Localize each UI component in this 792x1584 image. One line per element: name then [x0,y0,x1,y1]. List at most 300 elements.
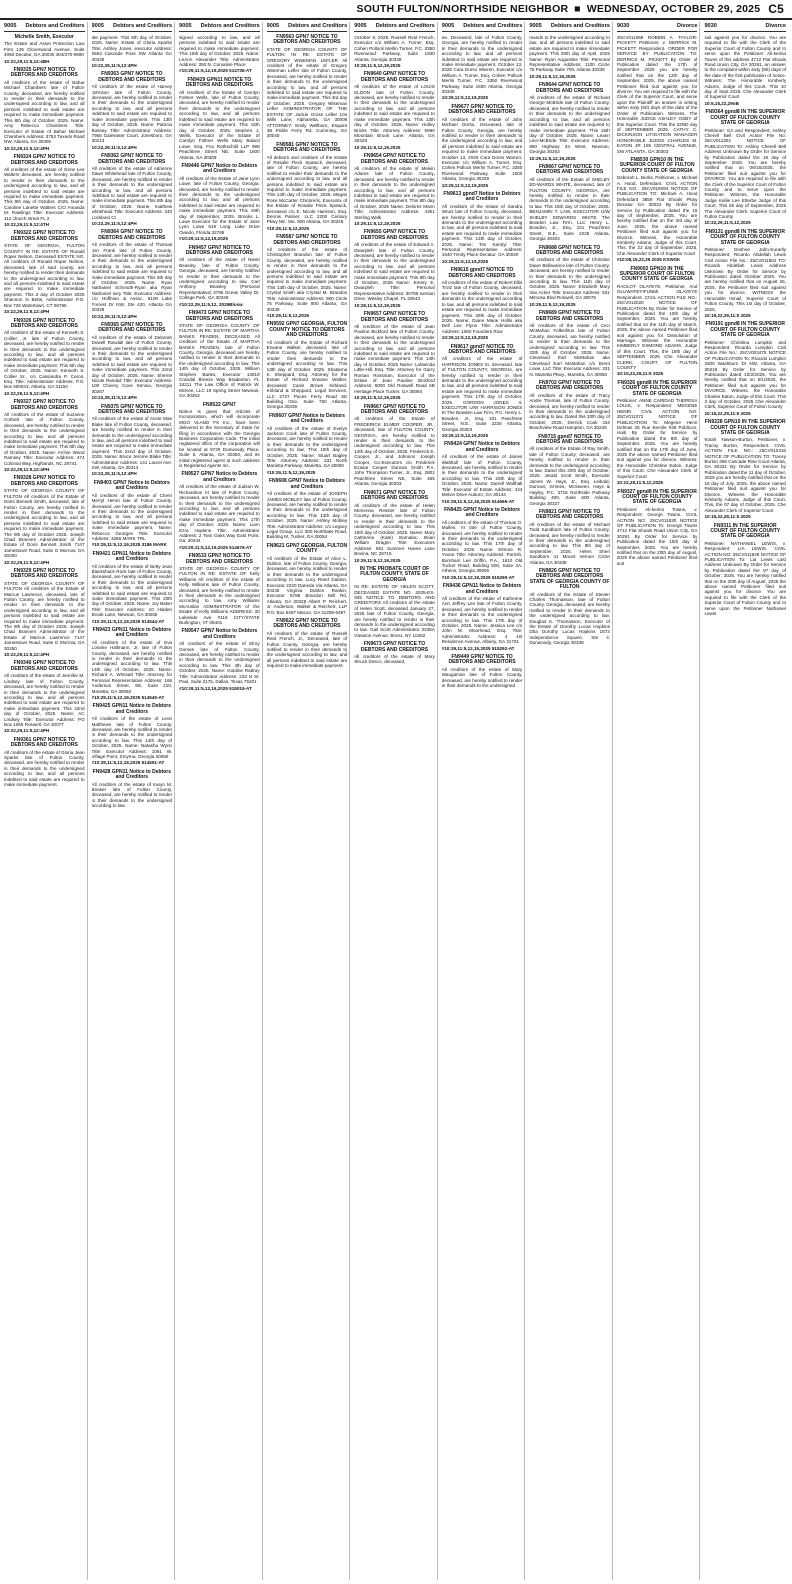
column-heading [704,22,786,32]
notice-body: All creditors of the estate of Evelyn Jackson Cook late of Fulton County, deceased, are hereby notified to render in their demands to the undersigned according to law. This 15th day of October, 2025. Name: Stuart Bagley Title: Attorney Address: 331 North Marietta Parkway, Marietta, GA 30060 [266,425,348,469]
legal-notice [617,35,698,154]
legal-notice [4,68,85,151]
notice-run-dates: #10:29,11:5,12,2025 [266,225,310,231]
legal-notice [354,642,435,665]
notice-run-dates: 10:6,15,22,29nB [704,100,739,106]
notice-run-dates: #10:29,11:5,12,19,2025 3186 MARK [91,542,167,548]
notice-body: All creditors of the estate of Russell Reid French, Jr., Deceased, late of Fulton County, Georgia, are hereby notified to render in their demands to the undersigned according to law, and all persons indebted to said estate are required to make immediate payment. [266,630,348,669]
notice-column [179,22,263,1580]
legal-notice [179,629,260,690]
legal-notice [267,544,348,615]
notice-title: FN9375 GPN7 NOTICE TO DEBTORS AND CREDITORS [98,403,166,415]
notice-body: All creditors of the estate of Robert Ellis Trotz late of Fulton County, deceased, are hereby notified to render in their demands to the undersigned according to law, and all persons indebted to said estate are required to make immediate payment. This 29th day of October, 2025. Name: Diane Marie Hollis aka Dell Lee Flynn Title: Administrator Address: 1060 Founders Row [441,280,523,334]
notice-body: STATE OF GEORGIA COUNTY OF FULTON IN RE: ESTATE OF Kelly Williams All creditors of the estate of Kelly Williams late of Fulton County, deceased, are hereby notified to render in their demands to the undersigned according to law. Amy Williams McAuslan ADMINISTRATOR of the Estate of Kelly Williams ADDRESS: 30 Lakeside Ave #116 CITY/STATE Burlington, VT 05401 [179,565,260,626]
notice-body: Notice is given that Articles of Incorporation, which will incorporate MGO VLAND FX Inc., have been delivered to the Secretary of State for filing in accordance with the Georgia Business Corporation Code. The initial registered office of the corporation will be located at 8720 Dunwoody Place, Suite 5, Atlanta, GA 30350, and its initial registered agent at such address is Registered Agents Inc. [179,409,260,469]
column-heading [529,22,610,32]
notice-run-dates: 10:29,11:5,12,19,2025 [354,302,401,308]
legal-notice [442,35,523,101]
column-heading [617,22,698,32]
classified-category: Divorce [676,23,698,29]
notice-title: FN9644 GPN7 NOTICE TO DEBTORS AND CREDITORS [536,82,604,94]
notice-column [442,22,526,1580]
notice-run-dates: 10:22,29,11:5,12:4TH [4,222,49,227]
legal-notice [704,230,786,319]
notice-body: All creditors of the estate of Annie Mae Blake late of Fulton County, deceased, are hereby notified to render in their demands to the undersigned according to law, and all persons indebted to said estate are required to make immediate payment. This 22nd day of October, 2025. Name: Bruce Jerome Blake Title: Administrator Address: 141 Laurel Ave. SW, Atlanta, GA 30314 [91,416,173,471]
notice-body: All creditors of the Estate of Ray Smith, late of Fulton County, deceased, are hereby notified to render in their demands to the undersigned according to law. Dated this 20th day of October, 2025. Jerald Scott Smith, Executor James W. Hays, Jr., Esq. Leibold, Duncan, Grimes, McSween, Hays & Hayley, P.C. 3715 Northside Parkway Building 400, Suite 600 Atlanta, Georgia 30327 [529,446,610,506]
notice-body: All creditors of the Estate of Jane Lynn Lowe, late of Fulton County, Georgia, deceased, are hereby notified to render their demands to the undersigned according to law, and all persons indebted to said estate are required to make immediate payment. This 19th day of September, 2025. Brooks L. Lowe Executor for the Estate of Jane Lynn Lowe 619 Long Lake Drive Oviedo, Florida 32765 [179,175,260,235]
notice-body: Petitioner: ANNE CARIDAD THERESA LOUIS, v. Respondent: MEGENE HENRI CIVIL ACTION NO: 25CV011072 NOTICE OF PUBLICATION To: Megene Henri Delmas 25 Rue Eemile #38 Publicon, Haiti By Order for Service by Publication dated the 8th day of September, 2025. You are hereby notified that on the 17th day of June, 2025 the above named Petitioner filed suit against you for divorce. Witness: the Honorable Christine Eaton, Judge of this Court. Che Alexander Clerk of Superior Court [616,398,698,479]
notice-body: Petitioner: GA and Respondent: Ashley Cherell Bell Civil Action File No: 25CV011302 NOTICE OF PUBLICATION To: Ashley Cherell Bell Address Unknown By Order for Service by Publication dated the 18 day of September 2025. You are hereby notified that on 09/15/2025, the Petitioner filed suit against you for DIVORCE. You are required to file with the Clerk of the Superior Court of Fulton County and to serve upon the Petitioner. Witness, the Honorable Judge Kellie Lee Etterbe Judge of this Court. This 25 day of September, 2025 The Alexander Clerk, Superior Court of Fulton County [704,127,786,219]
notice-run-dates: #10:08,15,22,29 2025 KSWSK [616,257,681,263]
legal-notice [442,584,523,651]
notice-title: FN9617 gpnd7 NOTICE TO DEBTORS AND CREDITORS [448,343,516,355]
notice-title: FN8530 GPN10 IN THE SUPERIOR COURT OF FULTON COUNTY STATE OF GEORGIA [619,156,695,174]
notice-body: ate payment. This 8th day of October, 2025. Name: Estate of Gloria Sparks Title: Ashley Jones, executor Address: 5653 Cascade Poss SW Atlanta GA 30336 [91,35,173,62]
notice-title: FN9654 GPN7 NOTICE TO DEBTORS AND CREDITORS [360,153,429,165]
notice-body: Deborah L. Burks, Petitioner, v. Michael A. Hood, Defendant. CIVIL ACTION FILE NO.: 25CV018094 NOTICE OF PUBLICATION TO: Michael A. Hood Defendant 3859 Flat Shoals Pkwy Decatur GA 30034 By Order for Service by Publication dated the 18 day of September, 2025. You are hereby notified that on the 3rd day of June, 2025, the above named Petitioner filed suit against you for Divorce. Witness, the Honorable Kimberly Adams, Judge of this Court. This, the 22 day of September, 2025. Che Alexander Clerk of Superior Court [616,175,698,256]
legal-notice [4,476,85,565]
page-header [0,0,792,20]
notice-body: All creditors of the estate of Melvin Adams late of Fulton County, deceased, are hereby notified to render in their demands to the undersigned according to law, and all persons indebted to said estate are required to make immediate payment. This 8th day of October, 2025 Name: Delores Mann Title: Administrator Address: 4361 Sterling Walk [354,165,435,220]
notice-column [617,22,701,1580]
classified-code: 9005 [529,23,542,29]
legal-notice [442,105,523,188]
notice-body: All creditors of the Estate of Alice L. Dublon, late of Fulton County, Georgia, deceased, are hereby notified to render in their demands to the undersigned according to law. Lucy Reed Dublon, Executor 2220 Daneda Via Atlanta, GA 30345 Virginia Dublon Rankin, Executor 6788 Brandon Mill Rd, Atlanta, GA 30328 Albert P. Reichert, Jr. Anderson, Walker & Reichert, LLP P.O. Box 6497 Macon, GA 31208-6497 [266,555,348,615]
notice-run-dates: 10:22,29,11:5,12:4PH [4,145,50,151]
notice-body: STATE OF GEORGIA COUNTY OF FULTON All creditors of the Estate of Marcus Lawrence, deceased, late of Fulton County, are hereby notified to render in their demands to the undersigned according to law, and all persons indebted to said estate are required to make immediate payment. The 9th day of October 2025. Joseph Chad Brannen Administrator of the Estate of Marcus Lawrence 7147 Jamestown Road, Suite G Morrow, GA 30260 [4,580,85,651]
legal-notice [617,490,698,567]
legal-notice [4,155,85,227]
notice-run-dates: 10:22,29,11:5,12:4PH [4,652,50,658]
notice-run-dates: 10:22,29,11:5,12:4PH [4,309,50,315]
notice-body: All creditors of the Estate of Steven Charles Thomasson, late of Fulton County, Georgia, deceased, are hereby notified to render in their demands to the undersigned according to law. Douglas K. Thomasson, Executor of the Estate of Dorothy Lucas Hopkins Dba Dorothy Lucas Hopkins 1673 Independence Square, Ste C Dunwoody, Georgia 30338 [529,591,610,646]
legal-notice [92,35,173,68]
legal-notice [529,165,610,242]
notice-title: FN9340 GPN7 NOTICE TO DEBTORS AND CREDITORS [10,660,78,672]
notice-run-dates: 10:22,29,11:5,12:4PH [4,467,50,473]
legal-notice [179,164,260,242]
notice-body: STATE OF GEORGIA COUNTY OF FULTON IN RE: ESTATE OF GREGORY WISEMAN LEFLER All creditors of the estate of Gregory Wiseman Lefler late of Fulton County, deceased, are hereby notified to render in their demands to the undersigned according to law, and all persons indebted to said estate are required to make immediate payment. This 3rd day of October, 2025. Gregory Wiseman Lefler ADMINISTRATOR OF THE ESTATE OF Jackie Gross Lefler 104 Wills Lane, Alpharetta, GA 30009 ATTORNEY: Emily Wellborn, Esquire 4B Pickle Ferry Rd. Cumming, GA 30040 [266,46,348,139]
legal-notice [267,35,348,139]
notice-title: FN9592 GPN7 GEORGIA, FULTON COUNTY NOTICE TO DEBTORS AND CREDITORS [266,321,348,339]
notice-run-dates: #10:29,11:5,12,19,2025 515290-AT [441,574,515,580]
notice-title: FN9322 GPN7 NOTICE TO DEBTORS AND CREDITORS [10,230,78,242]
classified-category: Debtors and Creditors [375,23,435,29]
notice-run-dates: #10:29,11:5,12,19,2025 514545-AT [91,694,165,700]
notice-title: FN9423 GPN11 Notice to Debtors and Creditors [92,627,171,639]
notice-run-dates: 10:29,11:5,12,19,2025 [529,73,576,79]
notice-body: suit against you for divorce. You are required to file with the Clerk of the Superior Court of Fulton County and to serve upon the Petitioner Ali-keima Towns of this address 4712 Flat Shoals Road Union City, GA 30291, an answer to the complaint within sixty (60) days of the date of the first publication of notice. Witness: The Honorable Kimberly Adams, Judge of this Court. This 10 day of Sept 2025. Che Alexander Clerk of Superior Court [704,35,786,100]
notice-body: All creditors of the estate of JOSEPH JAMES MOBLEY late of Fulton County, deceased, are hereby notified to render in their demands to the undersigned according to law. This 13th day of October, 2025. Name: Ashley Mobley Title: Administrator Address: c/o Legacy Legal Group, LLC 300 Northlake Road, Building M, Tucker, GA 30084 [266,491,348,540]
notice-run-dates: 10:29,11:5,12,19,2025 [529,301,576,307]
notice-column [4,22,88,1580]
legal-notice [267,619,348,669]
legal-notice [4,231,85,314]
notice-title: FN9361 GPN7 NOTICE TO DEBTORS AND CREDITORS [10,736,78,749]
notice-body: All creditors of the estate of Niesti Beasley, late of Fulton County, Georgia, deceased, are hereby notified to render in their demands to the undersigned according to law. Carl Anthony Beasley (Personal Representative) 3795 Ocean Valley Dr. College Park, GA 30349 [179,257,260,301]
header-separator: ■ [574,3,581,15]
notice-body: All creditors of the estate of Eva Loraine Hallmann, Jr. late of Fulton County, deceased, are hereby notified to render in their demands to the undersigned according to law. This 14th day of October, 2025. Name: Richard A. Wimsatt Title: Attorney for Personal Representative Address: 166 Anderson Street, SE, Suite 210, Marietta, GA 30060 [91,639,173,694]
notice-title: IN THE PROBATE COURT OF FULTON COUNTY, STATE OF GEORGIA [359,565,430,583]
notice-run-dates: 10:29,11:5,12,19,2025 [441,95,488,101]
legal-notice [4,319,85,397]
column-heading [92,22,173,32]
notice-body: All creditors of the estate of Christopher Brandon late of Fulton County, deceased, are hereby notified to render in their demands to the undersigned according to law, and all persons indebted to said estate are required to make immediate payment. This 13th day of October, 2025. Name: Crystal Smith aka Crystal M. Brandon Title: Administrator Address: 900 Circle 75 Parkway, Suite 800 Atlanta, GA 30339 [266,247,348,312]
legal-notice [529,35,610,79]
notice-title: FN9607 GPN7 Notice to Debtors and Creditors [269,412,345,425]
notice-column [354,22,438,1580]
notice-title: FN9622 GPN7 NOTICE TO DEBTORS AND CREDITORS [273,618,341,630]
notice-title: FN9587 GPN7 NOTICE TO DEBTORS AND CREDITORS [273,234,341,246]
notice-run-dates: #10:29,11:5,12,19,2025 [266,469,316,475]
notice-title: FN9457 GPN7 NOTICE TO DEBTORS AND CREDITORS [185,244,253,257]
notice-body: All creditors of the Estate of Richard Erwane Walker, deceased, late of Fulton County, are hereby notified to render their demands to the undersigned according to law. This 13th day of October, 2025. Shatanna K. Sheppard, Esq. Attorney for the Estate of Richard Erwane Walker, deceased Canis Brown Kirkland, Kirkland & Sheppard, Legal Services, LLC 2727 Paces Ferry Road SE Building One, Suite 750 Atlanta, Georgia 30339 [266,339,348,410]
column-heading [354,22,435,32]
legal-notice [529,83,610,161]
notice-body: All creditors of the estate of Thomas O. Mullen, III late of Fulton County, deceased, are hereby notified to render in their demands to the undersigned according to law. This 17th day of October, 2025. Name: Elmore R. Yvone Title: Attorney Address: Parrish, Burnham Lee Griffin, P.A., 1610 Old Tucker Road, Building 500, Suite 3A, Athens, Georgia 30606 [441,519,523,574]
notice-body: STATE OF GEORGIA COUNTY OF FULTON IN RE: ESTATE OF MARTHA BANKS PEADEN, DECEASED All creditors of the Estate of MARTHA BANKS PEADEN, late of Fulton County, Georgia, deceased are hereby notified to render in their demands to the undersigned according to law. This 14th day of October, 2025. William Stephen Banks, Executor 13819 Crandal Breeze Way Bradenton, FL 34211 The Law Office of Patrick W. McKee, LLC 19 Spring Street Newnan, GA 30263 [179,322,260,399]
notice-title: FN9403 GPN7 Notice to Debtors and Creditors [93,479,170,492]
notice-title: FN9326 GPN7 NOTICE TO DEBTORS AND CREDITORS [10,317,78,329]
classified-code: 9005 [4,23,17,29]
legal-notice [267,414,348,475]
notice-body: All creditors of the estate of Katherine Ann Jeffrey Lee late of Fulton County, deceased, are hereby notified to render in their demands to the undersigned according to law. This 17th day of October, 2025. Name: Jessica Lee c/o John M. Moorhead, Esq. Title: Administratrix Address: 4 1st Residence Avenue, Albany, GA 31701 [441,596,523,645]
notice-title: FN9327 GPN7 NOTICE TO DEBTORS AND CREDITORS [10,399,78,411]
notice-title: FN9002 GPN10 IN THE SUPERIOR COURT OF FULTON COUNTY STATE OF GEORGIA [619,265,695,283]
classified-code: 9005 [91,23,104,29]
legal-notice [354,72,435,150]
notice-body: Petitioner: Christina Lumpkin and Respondent: Ricardo Lumpkin Civil Action File No.: 25CV003475 NOTICE OF PUBLICATION To: Ricardo Lumpkin 3300 Washburn Dr NW, Atlanta, GA 30318 By Order for Service by Publication dated 10/2/2025. You are hereby notified that on 5/1/2025, the Petitioner filed suit against you for DIVORCE. Witness, the Honorable Charles Eaton, Judge of this Court. This 3 day of October, 2025 Che Alexander Clerk, Superior Court of Fulton County [704,339,786,410]
legal-notice [179,403,260,469]
notice-title: FN9677 GPN7 NOTICE TO DEBTORS AND CREDITORS [448,103,516,116]
notice-title: FN9364 gpnd8 IN THE SUPERIOR COURT OF FULTON COUNTY STATE OF GEORGIA [705,109,785,127]
classified-category: Divorce [765,23,786,29]
legal-notice [704,35,786,106]
notice-body: Petitioner: NATHANIEL LEWIS, v. Respondent: LIA LEWIS. CIVIL ACTION NO: 25CV011929 NOTICE OF PUBLICATION To: Lia Lewis Last Address Unknown By Order for Service by Publication dated the 07 day of October, 2025. You are hereby notified that on the 20th day of August, 2025 the above named Petitioner filed suit against you for divorce. You are required to file with the Clerk of the Superior Court of Fulton County and to serve upon the Petitioner Nathaniel Lewis [704,540,786,617]
legal-notice [92,154,173,226]
notice-title: FN9324 GPN7 NOTICE TO DEBTORS AND CREDITORS [10,154,78,166]
legal-notice [92,405,173,477]
notice-title: FN9329 GPN7 NOTICE TO DEBTORS AND CREDITORS [10,567,78,580]
notice-run-dates: 10:15,22,29,11:5 2025 [704,410,751,416]
notice-run-dates: 10:22,29,11:5,12:4PH [4,559,50,565]
notice-title: FN9191 gpnd8 IN THE SUPERIOR COURT OF FULTON COUNTY STATE OF GEORGIA [705,321,785,339]
notice-body: All creditors of the estate of Jennifer M. Lindsey late of Fulton County, deceased, are hereby notified to render in their demands to the undersigned according to law, and all persons indebted to said estate are required to make immediate payment. This 22nd day of October, 2025. Name: AC Lindsey Title: Executor Address: PO Box 1065 Roswell, GA 30077 [4,673,85,727]
notice-title: FN9826 GPN7 NOTICE TO DEBTORS AND CREDITORS STATE OF GEORGIA COUNTY OF FULTON [529,567,610,591]
issue-date: WEDNESDAY, OCTOBER 29, 2025 [586,3,761,15]
legal-notice [92,481,173,548]
notice-body: Petitioner: Ali-keimo Towns, v. Respondent: George Towns. CIVIL ACTION NO: 25CV011830 NOTICE OF PUBLICATION To: George Towns 4712 Flat Shoals Road Union City, GA 30291 By Order for Service by Publication dated the 15th day of September, 2025. You are hereby notified that on the 20th day of August, 2025 the above named Petitioner filed suit [616,506,698,566]
legal-notice [442,345,523,439]
notice-body: All creditors of the estate of Thomas Jon Frank late of Fulton County, deceased, are hereby notified to render in their demands to the undersigned according to law, and all persons indebted to said estate are required to make immediate payment. This 6th day of October, 2025. Name: Ryan Nathaniel Schmuth-Ryan aka Ryan Nathaniel Ivey Title: Executor Address: c/o Hoffman & Assoc. 6100 Lake Forrest Dr NW, Ste 420, Atlanta GA 30328 [91,242,173,313]
legal-notice [92,323,173,401]
notice-body: All creditors of the estate of Karyn M. Brewer late of Fulton County, deceased, are hereby notified to render in their demands to the undersigned according to law. [91,781,173,809]
classified-code: 9005 [441,23,455,29]
notice-title: FN9473 GPN7 NOTICE TO DEBTORS AND CREDITORS [185,310,253,322]
classified-category: Debtors and Creditors [550,23,610,29]
legal-notice [179,554,260,625]
notice-title: FN9446 GPN7 Notice to Debtors and Creditors [181,162,258,175]
notice-body: All creditors of the estate of Gloria Jean Sparks late of Fulton County, deceased, are hereby notified to render in their demands to the undersigned according to law, and all persons indebted to said estate are required to make immediate payment. [4,749,85,787]
notice-title: FN9671 GPN7 NOTICE TO DEBTORS AND CREDITORS [360,489,429,502]
notice-run-dates: 10:22,29,11:5,12,2025 [704,220,751,226]
notice-run-dates: #10:29,11:5,12,19,2025 514551-AT [91,760,165,766]
notice-run-dates: 10:29,11:5,12,19,2025 [354,557,401,563]
notice-title: FN9527 GPN7 Notice to Debtors and Creditors [181,471,258,483]
notice-run-dates: 10:22,29,11:5,12:4PH [91,221,137,226]
notice-title: FN9325 GPN7 NOTICE TO DEBTORS AND CREDITORS [10,67,78,79]
notice-body: All creditors of the estate of Jean Pauline Bickford late of Fulton County, deceased, are hereby notified to render in their demands to the undersigned according to law, and all persons indebted to said estate are required to make immediate payment. This 14th day of October, 2025 Name: Lafawnda Little-Hill, Esq. Title: Attorney for Garry Roman Rossman, Executor of the Estate of Jean Pauline Bickford Address: 5000 Old Roswell Road 6B Heritage Place Tucker, GA 30084 [354,323,435,394]
legal-notice [4,661,85,733]
legal-notice [179,246,260,307]
legal-notice [179,35,260,74]
notice-title: FN9424 GPN7 Notice to Debtors and Creditors [444,441,520,453]
notice-title: FN9702 GPN7 NOTICE TO DEBTORS AND CREDITORS [536,379,604,392]
notice-run-dates: #10:29,11:5,12,19,2025 514676-AT [179,544,252,550]
legal-notice [92,72,173,150]
notice-title: FN9425 GPN11 Notice to Debtors and Creditors [92,703,171,715]
notice-title: FN9640 GPN7 NOTICE TO DEBTORS AND CREDITORS [360,71,429,83]
legal-notice [442,268,523,340]
notice-title: FN9365 GPN7 NOTICE TO DEBTORS AND CREDITORS [98,321,166,334]
notice-title: FN9667 GPN7 NOTICE TO DEBTORS AND CREDITORS [536,163,604,176]
legal-notice [529,435,610,506]
column-heading [4,22,85,32]
notice-body: ee. Deceased, late of Fulton County, Georgia, are hereby notified to render in their demands to the undersigned according to law, and all persons indebted to said estate are required to make immediate payment. October 13, 2025 Cara Dorso Warren, Executor c/o William A. Turner, Esq. Cohen Pollock Merlin Turner, P.C. 3350 Riverwood Parkway, Suite 1600 Atlanta, Georgia 30339 [441,35,523,95]
notice-body: All creditors of the estate of Helen McKenna Ressler late of Fulton County, deceased, are hereby notified to render in their demands to the undersigned according to law. This 15th day of October, 2025. Name: Mary Catherine (Kate) Barnaba; Brian William Dragen Title: Executors Address: 681 Summer Haven Lane Bovina, NC 28715 [354,502,435,557]
legal-notice [529,246,610,307]
legal-notice [267,322,348,410]
notice-run-dates: 10:29,11:5,12,19,2025 [354,144,401,150]
notice-body: All creditors of the Estate of FREDERICK ELMER COOPER, JR., deceased, late of FULTON COUNTY, GEORGIA, are hereby notified to render in their demands to the undersigned according to law. This 13th day of October, 2025. Frederick E. Cooper, Jr., and Johnson Joseph Cooper, Co-Executors c/o Frederick Ezasar Cooper Duncan Smith P.A. John Thompson Turner, Jr., Esq. 2801 Peachtree Street NE, Suite 465 Atlanta, Georgia 30303 [354,416,435,487]
notice-body: All creditors of the estate of Tracy Andre Thomas, late of Fulton County, deceased, are hereby notified to render in their demands to the undersigned according to law. Dated this 20th day of October, 2025. Derrick Cook 434 Beachview Road Hampton, GA 30228 [529,392,610,431]
notice-title: FN9363 GPN7 NOTICE TO DEBTORS AND CREDITORS [98,71,166,83]
legal-notice [92,230,173,319]
notice-run-dates: 10:29,11:5,12,19,2025 [354,395,401,401]
legal-notice [617,267,698,377]
notice-column [704,22,788,1580]
classified-code: 9005 [179,23,192,29]
notice-title: FN9615 gpnd7 NOTICE TO DEBTORS AND CREDITORS [448,267,516,279]
notice-title: FN9581 GPN7 NOTICE TO DEBTORS AND CREDITORS [273,141,341,154]
notice-body: All creditors of the Estate of SHELBY ED-WARDS WHITE, deceased, late of FULTON COUNTY, GEORGIA, are hereby notified to render in their demands to the undersigned according to law. This 15th day of October, 2025. BENJAMIN T. LAW, EXECUTOR U/W SHELBY EDWARDS WHITE The Bowden Law Firm, LLC Henry L. Bowden, Jr., Esq. 101 Peachtree Street, N.E., Suite 2225 Atlanta, Georgia 30303 [529,176,610,242]
notice-run-dates: #10:29,11:5,12,19,2025 514666-AT [441,498,515,504]
notice-run-dates: #10:22,29,11:5,12, 2025Blosw [179,301,243,307]
legal-notice [4,569,85,658]
notice-title: FN9657 GPN7 NOTICE TO DEBTORS AND CREDITORS [360,311,429,323]
notice-body: All creditors of the estate of Deborah Dowell Randall late of Fulton County, deceased, are hereby notified to render in their demands to the undersigned according to law, and all persons indebted to said estate are required to make immediate payment. This 22nd day of October, 2025. Name: Sherrie Nicole Randall Title: Executor Address: 100 Chivery Cove Senoia, Georgia 30267 [91,334,173,394]
legal-notice [179,78,260,160]
legal-notice [4,400,85,472]
legal-notice [92,704,173,765]
notice-title: FN9428 GPN11 Notice to Debtors and Creditors [92,768,171,781]
classified-code: 9005 [354,23,367,29]
notice-body: STATE OF GEORGIA, FULTON COUNTY IN RE: ESTATE OF Ronald Roper Nelson, Deceased ESTATE NO. All creditors of Ronald Roper Nelson, deceased, late of said county, are hereby notified to render their demands to the undersigned according to law, and all persons indebted to said estate are required to make immediate payment. This 2 day of October 2025 Shannon N Betts, Administrator P.O. Box 726 Watertown, CT 06795 [4,243,85,308]
legal-notice [354,312,435,401]
notice-body: All creditors of the estate of Bahar Michael Chambers late of Fulton County, deceased, are hereby notified to render in their demands to the undersigned according to law, and all persons indebted to said estate are required to make immediate payment. This 8th day of October, 2025. Name: Amy Rebecca Chambers Title: Executor of Estate of Bahar Michael Chambers Address: 3753 Tuxedo Road NW, Atlanta, GA 30305 [4,79,85,145]
legal-notice [704,110,786,226]
notice-run-dates: #10:29,11:5,12,19,2025 514544-AT [91,618,165,624]
notice-body: All creditors of the estate of Adrienne Dawn Whitehead late of Fulton County, deceased, are hereby notified to render in their demands to the undersigned according to law, and all persons indebted to said estate are required to make immediate payment. This 8th day of October, 2025. Name: matthew whitehead Title: Executor Address: 240 Lockland Ct [91,165,173,220]
notice-body: All creditors of the estate of Richard George McBride late of Fulton County, deceased, are hereby notified to render in their demands to the undersigned according to law, and all persons indebted to said estate are required to make immediate payment. This 15th day of October, 2025. Name: Leann Linn-McBride Title: Executor Address: 890 Highway 34 West, Newnan, Georgia 30263 [529,95,610,155]
notice-title: FN9311 IN THE SUPERIOR COURT OF FULTON COUNTY STATE OF GEORGIA [710,522,781,540]
legal-notice [704,524,786,617]
notice-body: All creditors of the estate of Ceci McMahan Folkerlitus late of Fulton County, deceased, are hereby notified to render in their demands to the undersigned according to law. This 20th day of October, 2025. Name: Cleveland Earl McMahan aka Cleveland Earl McMahan c/o Brent Lowe, LLC Title: Executor Address: 331 N. Marietta Pkwy., Marietta, GA 30060 [529,322,610,377]
classified-code: 9030 [704,23,717,29]
notice-title: FN9608 GPN7 Notice to Debtors and Creditors [269,478,345,490]
legal-notice [442,442,523,503]
notice-title: FN9673 GPN7 NOTICE TO DEBTORS AND CREDITORS [360,641,429,653]
notice-body: All creditors of the estate of Judson W. Richardson III late of Fulton County, deceased, are hereby notified to render in their demands to the undersigned according to law, and all persons indebted to said estate are required to make immediate payment. This 17th day of October, 2025. Name: Liam Ezra Hopkins Title: Administrator Address: 2 Twin Oaks Way East Point, Ga. 30344 [179,484,260,544]
notice-title: FN9326 gpnd8 IN THE SUPERIOR COURT OF FULTON COUNTY STATE OF GEORGIA [617,379,697,397]
legal-notice [354,230,435,308]
notice-body: signed according to law, and all persons indebted to said estate are required to make immediate payment. This 15th day of October, 2025. Name: LeAnn Alexander Title: Administrator Address: 350 N. Corvaline Place [179,35,260,68]
notice-body: All creditors of the Estate of Carolyn Foltner Wells, late of Fulton County, deceased, are hereby notified to render their demands to the undersigned according to law, and all persons indebted to said estate are required to make immediate payment. This 15th day of October, 2025. Stephen J. Wells, Executor of the Estate of Carolyn Foltner Wells Mary Baiard Lowe, Esq. Fox Rothschild LLP 999 Peachtree Street NE, Suite 1500 Atlanta, GA 30309 [179,89,260,160]
legal-notice [92,770,173,809]
classified-category: Debtors and Creditors [288,23,348,29]
legal-notice [92,628,173,700]
notice-title: FN9533 GPN7 NOTICE TO DEBTORS AND CREDITORS [185,553,253,565]
column-heading [179,22,260,32]
notice-run-dates: 10:15,22,29,11:5 2025 [704,312,751,318]
legal-notice [529,381,610,431]
notice-title: Michelle Smith, Executor [14,34,74,40]
notice-title: FN9655 GPN7 NOTICE TO DEBTORS AND CREDITORS [360,229,429,241]
notice-run-dates: 10:22,29,11:5,12:4PH [91,395,137,401]
legal-notice [179,311,260,399]
legal-notice [704,322,786,416]
notice-run-dates: 10:22,29,11:5,12:4PH [4,390,50,396]
legal-notice [354,35,435,68]
notice-title: FN9328 GPN7 NOTICE TO DEBTORS AND CREDITORS [10,475,78,487]
notice-run-dates: 10:22,29,11:5,12:4PH [91,144,137,150]
notice-body: All creditors of the estate of Suzanne Corbett late of Fulton County, deceased, are hereby notified to render in their demands to the undersigned according to law, and all persons indebted to said estate are required to make immediate payment. This 8th day of October, 2025. Name: Archie Wood Ramsey Title: Executor Address: 474 Colonial Way, Highlands, NC 28741 [4,412,85,466]
notice-run-dates: 10:29,11:5,12,19,2025 [354,63,401,69]
classified-category: Debtors and Creditors [113,23,173,29]
notice-title: FN9563 GPN7 NOTICE TO DEBTORS AND CREDITORS [273,34,341,46]
notice-body: All creditors of the estate of Elroy Gomes late of Fulton County, deceased, are hereby notified to render in their demands to the undersigned according to law. This 4th day of October, 2025. Name: Goldine Rattray Title: Administrator Address: 233 N St. Paul, Suite 2175, Dallas, Texas 75201 [179,641,260,685]
notice-title: FN9362 GPN7 NOTICE TO DEBTORS AND CREDITORS [98,153,166,165]
notice-run-dates: 10:22,29,11:5,12:4PH [4,728,50,734]
notice-body: STATE OF GEORGIA COUNTY OF FULTON All creditors of the Estate of Doris Bennett Smith, deceased, late of Fulton County, are hereby notified to render in their demands to the undersigned according to law, and all persons indebted to said estate are required to make immediate payment. The 9th day of October 2025. Joseph Chad Brannen Administrator of the Estate of Doris Bennett Smith 7147 Jamestown Road, Suite G Morrow, GA 30260 [4,488,85,559]
notice-body: The Estate and Asset Protection Law Firm 135 Cloverwood Avenue, Suite 4050 Decatur, GA 30030 404/370-0690 [4,41,85,58]
notice-body: 25CV011068 ROBBIN A. TAYLOR-PICKETT Petitioner, v. DERRICK M. PICKETT Respondent. ORDER FOR SERVICE BY PUBLICATION TO: DERRICK M. PICKETT By Order of Publication dated the 17th of September 2025 you are hereby notified that on the 12th day of September, 2025, the above named Petitioner filed suit against you for divorce. You are required to file with the Clerk of the Superior Court, and serve upon the Plaintiff an answer in writing within sixty (60) days of the date of the Order of Publication. Witness, The Honorable JUDGE ASHLEY OSBY of this Superior Court. This the 22ND day of SEPTEMBER 2025. CATHY C. DICKINSON LITIGATION MANAGER HONORABLE JUDGE CHARLES M. EATON JR 185 CENTRAL AVENUE, SW ATLANTA, GA 30303 [616,35,698,154]
notice-title: FN9689 GPN7 NOTICE TO DEBTORS AND CREDITORS [536,310,604,322]
notice-run-dates: 10:29,11:5,12,19,2025 [441,433,488,439]
notice-body: All creditors of the estate of Leon Matthews late of Fulton County, deceased, are hereby notified to render in their demands to the undersigned according to law. This 14th day of October, 2025. Name: Natasha Wynn Title: Executor Address: 1061 W. Village Point, Smyrna, Georgia 30080 [91,716,173,759]
notice-body: All creditors of the estate of HARRISON JONES III, deceased, late of FULTON COUNTY, GEORGIA, are hereby notified to render in their demands to the undersigned according to law, and all persons indebted to said estate are required to make immediate payment. This 17th day of October, 2025. GORDON JONES II, EXECUTOR U/W HARRISON JONES III The Bowden Law Firm, P.C. Henry L. Bowden, Jr., Esq. 101 Peachtree Street, N.E., Suite 2225 Atlanta, Georgia 30303 [441,356,523,432]
legal-notice [92,552,173,624]
notice-run-dates: #10:29,11:5,12,19,2025 515019-AT [179,685,252,691]
notice-title: FN9522 GPN7 [202,401,236,408]
notice-body: RAOLOT OLAYEYE, Petitioner, And OLUWAFEYIFUNMI OLAYEYE Respondent. CIVIL ACTION FILE NO.: 25CV012020 NOTICE OF PUBLICATION By Order for Service of Publication dated the 10th day of September, 2025. You are hereby notified that on the 11th day of March, 2025, the above named Petitioner filed suit against you for Dissolution of Marriage. Witness the Honorable KIMBERLY ESMOND ADAMS, Judge of this Court. This, the 19th day of SEPTEMBER 2025 Che Alexander CLERK, COURT OF FULTON COUNTY [616,283,698,370]
notice-body: All creditors of the estate of Gene Lee Walters deceased, are hereby notified to render in their demands to the undersigned according to law, and all persons indebted to said estate are required to make immediate payment. This 8th day of October, 2025. Name: Caroline Lanette Walters C/O Amanda M. Rawlings Title: Executor Address: 112 church street FL 2 [4,166,85,221]
legal-notice [617,158,698,263]
notice-run-dates: 10:22,29,11:5,12:4PH [91,313,137,319]
notice-body: October 8, 2025. Russell Reid French, Executor c/o William A. Turner, Esq. Cohen Pollock Merlin Turner, P.C. 3350 Riverwood Parkway, Suite 1600 Atlanta, Georgia 30339 [354,35,435,62]
legal-notice [529,569,610,646]
notice-title: FN9688 GPN7 NOTICE TO DEBTORS AND CREDITORS [536,244,604,257]
notice-run-dates: 10:22,29,11:5,12,2025 [616,480,664,486]
notice-body: All creditors of the estate of Betty Jean Blackshack Rock late of Fulton County, deceased, are hereby notified to render in their demands to the undersigned according to law, and all persons indebted to said estate are required to make immediate payment. This 20th day of October, 2025. Name: Joy Baker Title: Executor Address: 10 Hidden Brook Lane, Newnan, GA 30265 [91,563,173,618]
notice-run-dates: #10:29,11:5,12,19,2025 [179,236,228,242]
notice-run-dates: 10:15,22,29,11:5 2025 [704,514,751,520]
classified-category: Debtors and Creditors [463,23,523,29]
legal-notice [529,510,610,565]
legal-notice [442,508,523,580]
notice-column [267,22,351,1580]
notice-body: All creditors of the estate of Edward A. Dwarpleh late of Fulton County, deceased, are hereby notified to render in their demands to the undersigned according to law, and all persons indebted to said estate are required to make immediate payment. This 8th day of October, 2025 Name: Emery E. Dwarpleh Title: Personal Representative Address: 30785 Iverson Drive, Wesley Chapel, FL 33543 [354,242,435,302]
notice-run-dates: 10:29,11:5,12,19,2025 [441,335,488,341]
notice-run-dates: 10:22,29,11:5,12:4BH [4,58,50,64]
notice-title: FN9621 GPN7 GEORGIA, FULTON COUNTY [266,542,348,555]
notice-body: All creditors of the estate of LOUIS ELDON late of Fulton County, deceased, are hereby notified to render in their demands to the undersigned according to law, and all persons indebted to said estate are required to make immediate payment. This 13th day of October, 2025. Name: Holley Bricks Title: Attorney Address: 6990 Mountain Brook Lane, Atlanta, GA 30328 [354,84,435,144]
notice-body: All creditors of the estate of Christine Dawn Bellavance late of Fulton County, deceased, are hereby notified to render in their demands to the undersigned according to law. This 11th day of October, 2025. Name: Elizabeth Mary Van Acker Title: Executor Address: 631 Mimosa Blvd Roswell, GA 30075 [529,257,610,301]
legal-notice [354,491,435,563]
notice-body: All debtors and creditors of the Estate of Rosalie Fleck Spatuck, deceased, late of Fulton County, are hereby notified to render their demands to the undersigned according to law, and all persons indebted to said estate are required to make immediate payment. This 13th day of October, 2025. Megan Rose McCarter Chickreck, Executrix of the Estate of Rosalie Fleck Spatuck, deceased c/o E. Nicole Harrison, Esq. Dennis Palmer, LLC 2200 Century Pkwy NE, Ste. 800 Atlanta, GA 30345 [266,154,348,225]
legal-notice [267,235,348,318]
notice-body: All creditors of the estate of Mary Waugaman late of Fulton County, deceased, are hereby notified to render in their demands to the undersigned [441,666,523,689]
legal-notice [267,143,348,232]
notice-column [92,22,176,1580]
notice-body: All creditors of the estate of Cherri Merryl Heron late of Fulton County, deceased, are hereby notified to render in their demands to the undersigned according to law, and all persons indebted to said estate are required to make immediate payment. Name: Rebecca Georges Title: Executor Address: 3266 MARK TRL [91,492,173,541]
classified-code: 9030 [616,23,630,29]
notice-title: FN9436 GPN11 Notice to Debtors and Creditors [442,583,522,595]
legal-notice [267,479,348,539]
notice-run-dates: 10:29,11:5,12,19,2025 [441,182,488,188]
notice-body: All creditors of the estate of Harvey Johnson late of Fulton County, deceased, are hereby notified to render in their demands to the undersigned according to law, and all persons indebted to said estate are required to make immediate payment. This 13th day of October, 2025. Name: Patricia Bussey Title: Administrator Address: 7956 Gatewater Court, Jonesboro, GA 30213 [91,84,173,144]
column-heading [267,22,348,32]
notice-title: FN9715 gpnd7 NOTICE TO DEBTORS AND CREDITORS [536,433,604,446]
notice-column [529,22,613,1580]
notice-title: FN9449 GPN7 NOTICE TO DEBTORS AND CREDITORS [448,654,516,666]
notice-body: All creditors of the estate of Michael Todd Sandborn late of Fulton County, deceased, are hereby notified to render in their demands to the undersigned according to law. This 8th day of September, 2025. Helen Sheri Sandborn 41 Mount Vernon Circle Atlanta, GA 30338 [529,521,610,565]
classified-category: Debtors and Creditors [200,23,260,29]
notice-body: All creditors of the estate of Mary Struck Desco, deceased, [354,654,435,665]
notice-run-dates: 10:29,11:5,12,19,2025 [441,258,488,264]
legal-notice [354,154,435,226]
legal-notice [4,738,85,788]
notice-body: All creditors of the estate of James Walthall late of Fulton County, deceased, are hereby notified to render in their demands to the undersigned according to law. This 20th day of October, 2025. Name: Darrell Walthall Title: Executor of Estate Address: 444 Melvin Drive Auburn, GA 30144 [441,454,523,498]
classified-category: Debtors and Creditors [25,23,85,29]
legal-notice [529,311,610,377]
notice-run-dates: #10:29,11:5,12,19,2025 514736-AT [179,68,252,74]
notice-title: FN9429 GPN11 NOTICE TO DEBTORS AND CREDITORS [185,76,253,89]
legal-notice [704,420,786,519]
section-name: SOUTH FULTON/NORTHSIDE NEIGHBOR [356,3,569,15]
notice-title: FN9327 gpnd8 IN THE SUPERIOR COURT OF FULTON COUNTY STATE OF GEORGIA [617,488,697,506]
legal-notice [442,192,523,264]
notice-body: Petitioner: Doshne Jahn-Kurarlly Respondent: Ricardo Abdellah Lewis Civil Action File No.: 25CV011802 TO: Ricardo Abdellah Lewis Address Unknown By Order for Service by Publication dated October 2025. You are hereby notified that on August 26, 2025, the Petitioner filed suit against you for divorce. WITNESS the Honorable Ismail, Superior Court of Fulton County. This 1st day of October, 2025. [704,247,786,312]
legal-notice [354,405,435,487]
notice-title: FN9821 GPN7 NOTICE TO DEBTORS AND CREDITORS [536,508,604,521]
notice-body: All creditors of the estate of Kenneth S. Collier, Jr. late of Fulton County, deceased, are hereby notified to render in their demands to the undersigned according to law, and all persons indebted to said estate are required to make immediate payment. This 6th day of October, 2025. Name: Kenneth S. Collier Sr., c/o Cassandra P. Ceron, Esq. Title: Administrator Address: P.O. Box 500043, Atlanta, GA 31150 [4,330,85,390]
legal-notice [179,472,260,550]
classified-code: 9005 [266,23,280,29]
notice-title: FN9421 GPN11 Notice to Debtors and Creditors [92,550,171,563]
legal-notice [4,35,85,64]
notice-run-dates: 10:22,29,11:5,12:4PH [91,471,137,477]
notice-title: FN9613 gpnd7 Notice to Debtors and Creditors [443,190,521,203]
legal-notice [442,655,523,688]
notice-run-dates: 10:29,11:5,12,19,2025 [529,155,576,161]
column-heading [442,22,523,32]
notice-title: FN9425 GPN7 Notice to Debtors and Creditors [444,506,520,519]
legal-notice [617,381,698,486]
notice-body: All creditors of the estate of Sandra Wrutz late of Fulton County, deceased, are hereby notified to render in their demands to the undersigned according to law, and all persons indebted to said estate are required to make immediate payment. This 13th day of October, 2025. Name: Tim Karolyi Title: Personal Representative Address: 1640 Trinity Place Decatur, GA 30030 [441,203,523,258]
legal-notices-columns [4,22,788,1580]
notice-title: FN9364 GPN7 NOTICE TO DEBTORS AND CREDITORS [98,229,166,241]
